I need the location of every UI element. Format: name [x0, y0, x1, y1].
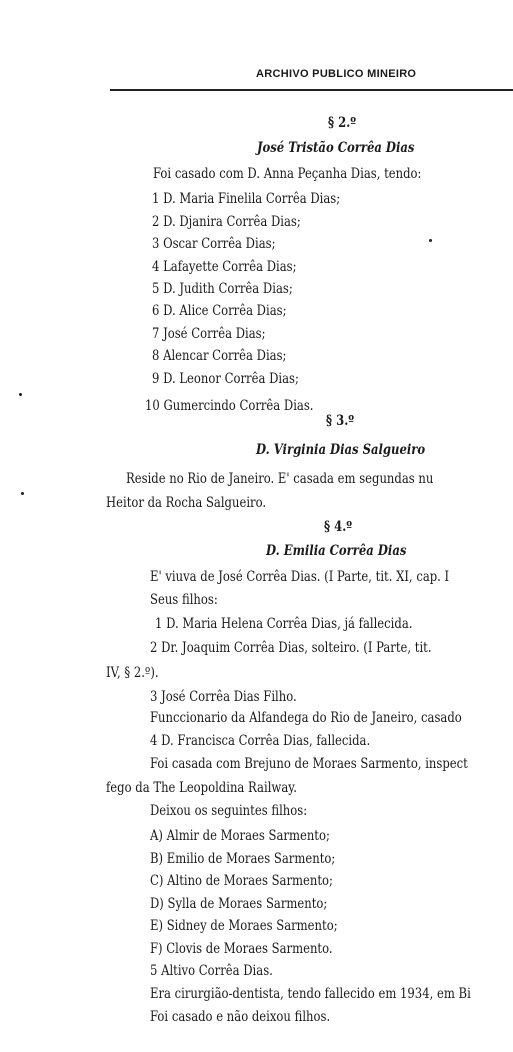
- text-line: fego da The Leopoldina Railway.: [106, 780, 297, 796]
- section-heading: § 3.º: [326, 413, 355, 429]
- list-item: B) Emilio de Moraes Sarmento;: [150, 851, 336, 867]
- section-heading: § 2.º: [328, 115, 357, 131]
- list-item: 4 D. Francisca Corrêa Dias, fallecida.: [150, 733, 371, 749]
- list-item: F) Clovis de Moraes Sarmento.: [150, 941, 333, 957]
- text-line: Deixou os seguintes filhos:: [150, 803, 308, 819]
- list-item: 2 Dr. Joaquim Corrêa Dias, solteiro. (I Parte, tit.: [150, 640, 432, 656]
- list-item: 1 D. Maria Finelila Corrêa Dias;: [152, 191, 341, 207]
- text-line: IV, § 2.º).: [106, 665, 159, 681]
- list-item: 3 Oscar Corrêa Dias;: [152, 236, 276, 252]
- list-item: 5 Altivo Corrêa Dias.: [150, 963, 273, 979]
- text-line: Foi casado com D. Anna Peçanha Dias, tendo:: [153, 166, 422, 182]
- list-item: 5 D. Judith Corrêa Dias;: [152, 281, 293, 297]
- list-item: C) Altino de Moraes Sarmento;: [150, 873, 333, 889]
- list-item: 4 Lafayette Corrêa Dias;: [152, 259, 297, 275]
- ink-speck: [21, 492, 24, 495]
- list-item: D) Sylla de Moraes Sarmento;: [150, 896, 328, 912]
- list-item: 6 D. Alice Corrêa Dias;: [152, 303, 287, 319]
- list-item: 9 D. Leonor Corrêa Dias;: [152, 371, 299, 387]
- list-item: 3 José Corrêa Dias Filho.: [150, 689, 297, 705]
- list-item: A) Almir de Moraes Sarmento;: [150, 828, 330, 844]
- ink-speck: [19, 393, 22, 396]
- list-item: E) Sidney de Moraes Sarmento;: [150, 918, 338, 934]
- text-line: Funccionario da Alfandega do Rio de Janeiro, casado: [150, 710, 462, 726]
- list-item: 2 D. Djanira Corrêa Dias;: [152, 214, 301, 230]
- text-line: Foi casada com Brejuno de Moraes Sarmento, inspect: [150, 756, 468, 772]
- running-header: ARCHIVO PUBLICO MINEIRO: [256, 68, 417, 80]
- text-line: E' viuva de José Corrêa Dias. (I Parte, tit. XI, cap. I: [150, 569, 450, 585]
- list-item: 10 Gumercindo Corrêa Dias.: [145, 398, 314, 414]
- person-heading: José Tristão Corrêa Dias: [257, 140, 415, 156]
- person-heading: D. Virginia Dias Salgueiro: [256, 442, 426, 458]
- text-line: Heitor da Rocha Salgueiro.: [106, 495, 267, 511]
- text-line: Reside no Rio de Janeiro. E' casada em segundas nu: [126, 471, 434, 487]
- header-rule: [110, 89, 513, 91]
- text-line: Era cirurgião-dentista, tendo fallecido em 1934, em Bi: [150, 986, 471, 1002]
- list-item: 7 José Corrêa Dias;: [152, 326, 266, 342]
- list-item: 1 D. Maria Helena Corrêa Dias, já fallecida.: [155, 616, 413, 632]
- person-heading: D. Emilia Corrêa Dias: [266, 543, 407, 559]
- list-item: 8 Alencar Corrêa Dias;: [152, 348, 287, 364]
- ink-speck: [429, 239, 432, 242]
- section-heading: § 4.º: [324, 519, 353, 535]
- text-line: Foi casado e não deixou filhos.: [150, 1009, 331, 1025]
- text-line: Seus filhos:: [150, 592, 218, 608]
